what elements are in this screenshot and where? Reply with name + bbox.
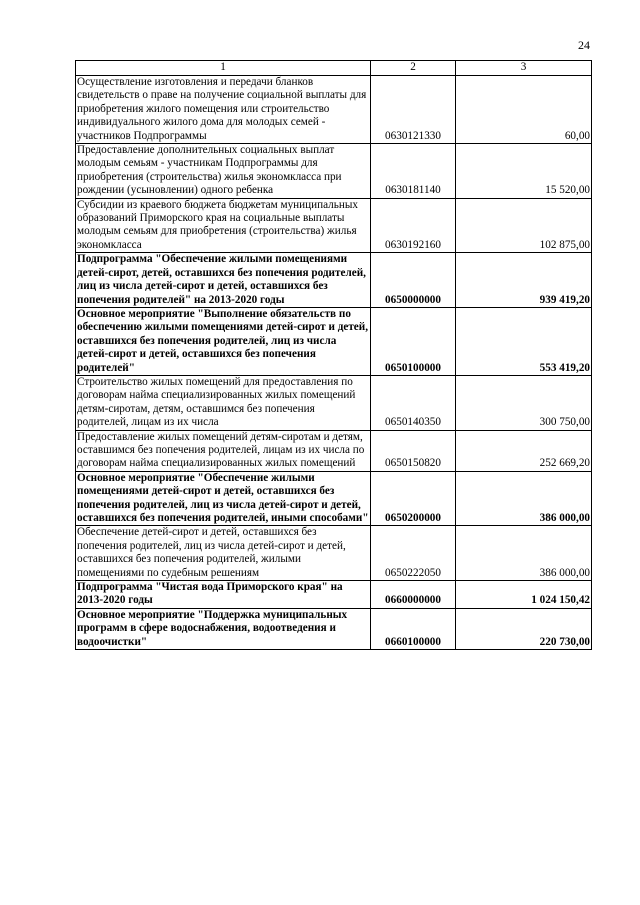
row-sum-cell: 1 024 150,42 — [456, 581, 592, 609]
column-header-2: 2 — [371, 61, 456, 76]
table-row — [76, 307, 592, 375]
row-code-cell: 0630121330 — [371, 76, 456, 144]
row-name-cell: Основное мероприятие "Выполнение обязательств по обеспечению жилыми помещениями детей-сирот и детей, оставшихся без попечения родителей, лиц из числа детей-сирот и детей, оставшихся без попечения родителей" — [76, 307, 371, 375]
row-name-cell: Предоставление жилых помещений детям-сиротам и детям, оставшимся без попечения родителей, лицам из их числа по договорам найма специализированных жилых помещений — [76, 430, 371, 471]
row-name-cell: Подпрограмма "Обеспечение жилыми помещениями детей-сирот, детей, оставшихся без попечения родителей, лиц из числа детей-сирот и детей, оставшихся без попечения родителей" на 2013-2020 годы — [76, 253, 371, 308]
row-code-cell: 0630192160 — [371, 198, 456, 253]
page-number: 24 — [578, 38, 590, 52]
row-code-cell: 0650200000 — [371, 471, 456, 526]
table-row — [76, 375, 592, 430]
table-row — [76, 144, 592, 199]
table-row — [76, 471, 592, 526]
row-sum-cell: 300 750,00 — [456, 375, 592, 430]
table-row — [76, 253, 592, 308]
row-name-cell: Основное мероприятие "Поддержка муниципальных программ в сфере водоснабжения, водоотведения и водоочистки" — [76, 608, 371, 649]
row-code-cell: 0650222050 — [371, 526, 456, 581]
budget-table — [75, 60, 592, 650]
table-row — [76, 430, 592, 471]
row-name-cell: Предоставление дополнительных социальных выплат молодым семьям - участникам Подпрограммы для приобретения (строительства) жилья экономкласса при рождении (усыновлении) одного ребенка — [76, 144, 371, 199]
table-row — [76, 198, 592, 253]
row-code-cell: 0650100000 — [371, 307, 456, 375]
table-row — [76, 526, 592, 581]
row-sum-cell: 252 669,20 — [456, 430, 592, 471]
row-name-cell: Осуществление изготовления и передачи бланков свидетельств о праве на получение социальной выплаты для приобретения жилого помещения или строительство индивидуального жилого дома для молодых семей - участников Подпрограммы — [76, 76, 371, 144]
table-row — [76, 76, 592, 144]
row-sum-cell: 553 419,20 — [456, 307, 592, 375]
table-row — [76, 608, 592, 649]
row-code-cell: 0650000000 — [371, 253, 456, 308]
row-code-cell: 0650140350 — [371, 375, 456, 430]
row-code-cell: 0660100000 — [371, 608, 456, 649]
row-sum-cell: 386 000,00 — [456, 471, 592, 526]
row-sum-cell: 102 875,00 — [456, 198, 592, 253]
row-sum-cell: 386 000,00 — [456, 526, 592, 581]
row-name-cell: Подпрограмма "Чистая вода Приморского края" на 2013-2020 годы — [76, 581, 371, 609]
row-sum-cell: 15 520,00 — [456, 144, 592, 199]
row-sum-cell: 220 730,00 — [456, 608, 592, 649]
row-code-cell: 0630181140 — [371, 144, 456, 199]
column-header-3: 3 — [456, 61, 592, 76]
row-sum-cell: 939 419,20 — [456, 253, 592, 308]
row-name-cell: Строительство жилых помещений для предоставления по договорам найма специализированных жилых помещений детям-сиротам, детям, оставшимся без попечения родителей, лицам из их числа — [76, 375, 371, 430]
row-name-cell: Субсидии из краевого бюджета бюджетам муниципальных образований Приморского края на социальные выплаты молодым семьям для приобретения (строительства) жилья экономкласса — [76, 198, 371, 253]
row-code-cell: 0660000000 — [371, 581, 456, 609]
budget-table-body — [76, 61, 592, 650]
row-name-cell: Обеспечение детей-сирот и детей, оставшихся без попечения родителей, лиц из числа детей-сирот и детей, оставшихся без попечения родителей, жилыми помещениями по судебным решениям — [76, 526, 371, 581]
table-row — [76, 581, 592, 609]
row-code-cell: 0650150820 — [371, 430, 456, 471]
column-header-1: 1 — [76, 61, 371, 76]
row-sum-cell: 60,00 — [456, 76, 592, 144]
row-name-cell: Основное мероприятие "Обеспечение жилыми помещениями детей-сирот и детей, оставшихся без попечения родителей, лиц из числа детей-сирот и детей, оставшихся без попечения родителей, иными способами" — [77, 471, 369, 524]
table-header-row — [76, 61, 592, 76]
